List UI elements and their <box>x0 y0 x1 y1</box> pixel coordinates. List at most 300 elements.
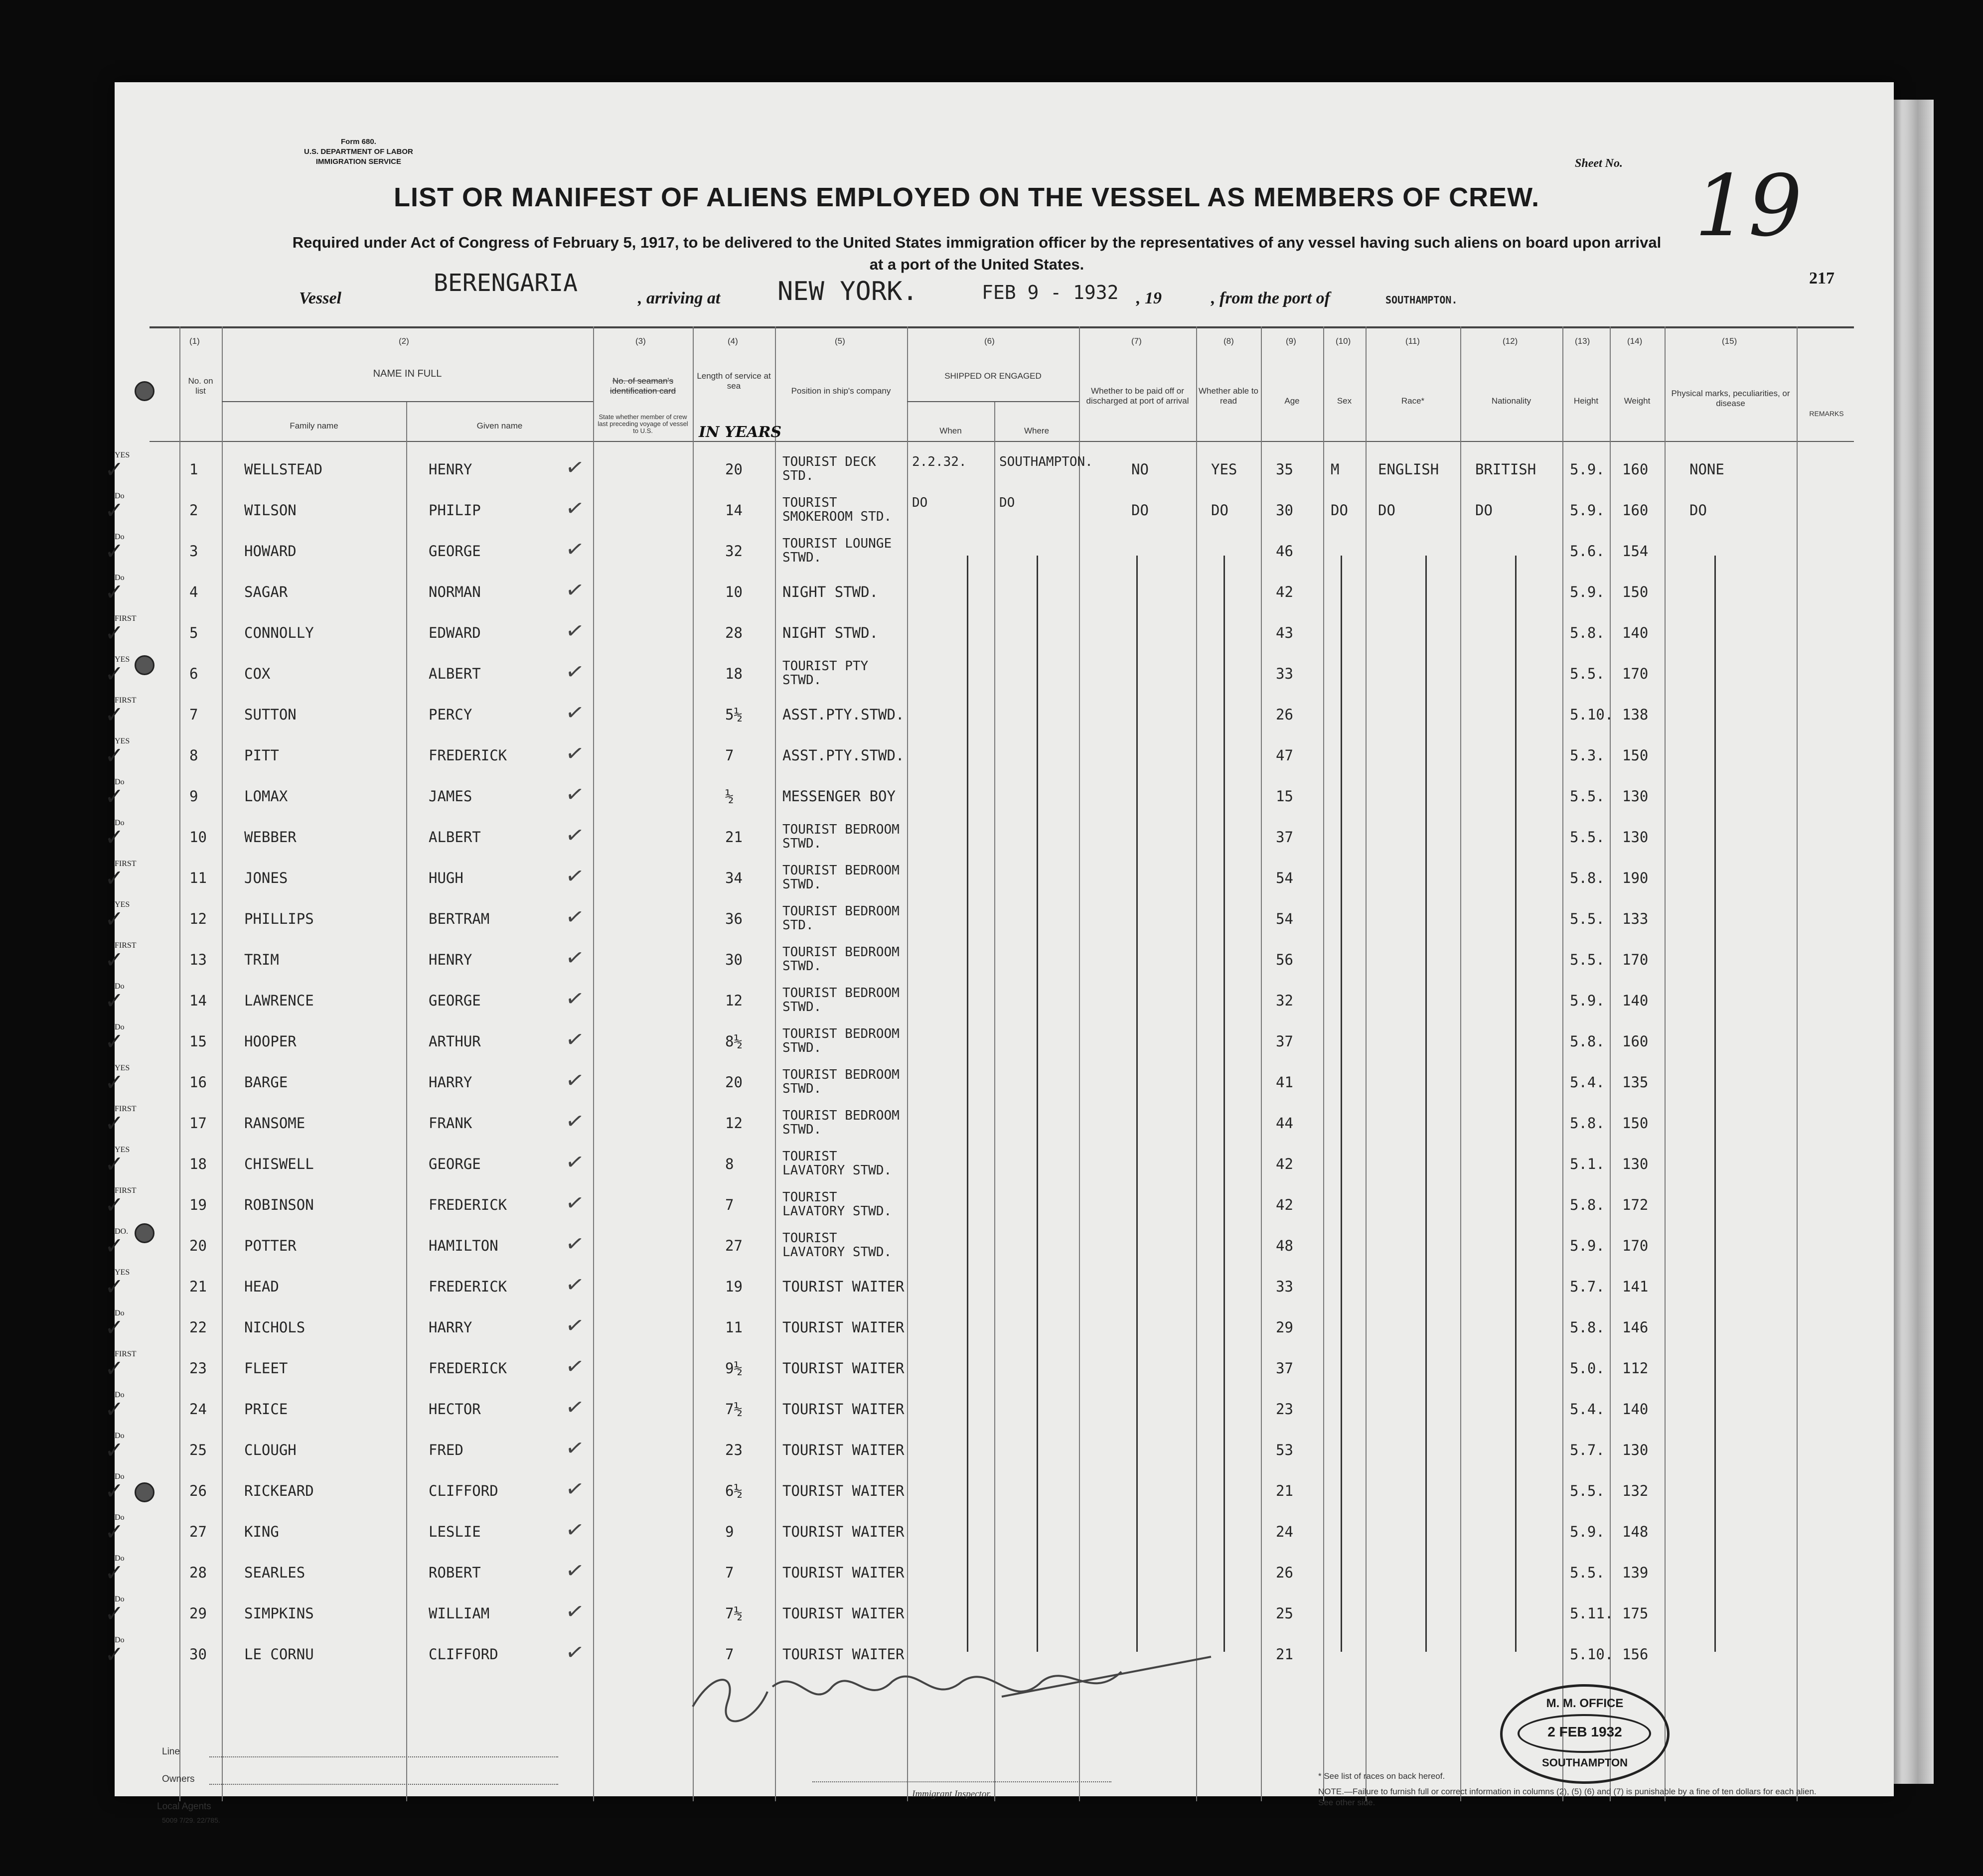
from-label: , from the port of <box>1211 289 1330 307</box>
cell-n: 25 <box>189 1442 207 1458</box>
cell-n: 24 <box>189 1401 207 1418</box>
cell-position: TOURIST BEDROOM STD. <box>782 904 900 933</box>
cell-years: 36 <box>725 910 743 927</box>
cell-card: Do <box>115 819 125 827</box>
footer-owners: Owners <box>162 1774 195 1784</box>
cell-card: Do <box>115 1513 125 1522</box>
cell-given: GEORGE <box>429 992 481 1009</box>
table-top-rule <box>150 326 1854 328</box>
col-number: (9) <box>1286 336 1296 346</box>
cell-n: 28 <box>189 1564 207 1581</box>
cell-height: 5.8. <box>1570 869 1605 886</box>
cell-nat: DO <box>1475 502 1493 519</box>
cell-n: 16 <box>189 1074 207 1091</box>
cell-height: 5.9. <box>1570 583 1605 600</box>
from-label-wrap <box>1211 289 1330 308</box>
cell-given: HENRY <box>429 951 472 968</box>
cell-race: ENGLISH <box>1378 461 1439 478</box>
department: U.S. DEPARTMENT OF LABOR <box>304 147 413 156</box>
cell-given: ARTHUR <box>429 1033 481 1050</box>
col-number: (14) <box>1627 336 1643 346</box>
stamp-bottom: SOUTHAMPTON <box>1542 1756 1628 1769</box>
cell-height: 5.3. <box>1570 747 1605 764</box>
cell-given: NORMAN <box>429 583 481 600</box>
table-row <box>105 1146 1894 1185</box>
table-row <box>105 1432 1894 1471</box>
cell-position: TOURIST WAITER <box>782 1319 905 1336</box>
col-number: (11) <box>1405 336 1420 346</box>
margin-check-mark: ✓ <box>105 498 124 523</box>
cell-weight: 172 <box>1622 1196 1649 1213</box>
cell-n: 14 <box>189 992 207 1009</box>
cell-family: TRIM <box>244 951 279 968</box>
cell-card: Do <box>115 778 125 786</box>
margin-check-mark: ✓ <box>105 1152 124 1177</box>
table-row <box>105 1472 1894 1512</box>
cell-given: HECTOR <box>429 1401 481 1418</box>
table-row <box>105 1105 1894 1145</box>
cell-n: 7 <box>189 706 198 723</box>
cell-position: ASST.PTY.STWD. <box>782 706 905 723</box>
cell-weight: 138 <box>1622 706 1649 723</box>
cell-height: 5.5. <box>1570 788 1605 805</box>
cell-years: 19 <box>725 1278 743 1295</box>
cell-height: 5.9. <box>1570 1523 1605 1540</box>
cell-card: YES <box>115 1064 130 1072</box>
check-mark: ✓ <box>564 1516 586 1544</box>
margin-check-mark: ✓ <box>105 1519 124 1545</box>
cell-position: TOURIST BEDROOM STWD. <box>782 1108 900 1137</box>
margin-check-mark: ✓ <box>105 702 124 727</box>
cell-height: 5.5. <box>1570 829 1605 846</box>
cell-family: SIMPKINS <box>244 1605 314 1622</box>
cell-card: FIRST <box>115 1350 137 1358</box>
cell-age: 42 <box>1276 583 1293 600</box>
cell-weight: 160 <box>1622 461 1649 478</box>
cell-where: SOUTHAMPTON. <box>999 454 1093 469</box>
cell-weight: 132 <box>1622 1482 1649 1499</box>
margin-check-mark: ✓ <box>105 620 124 646</box>
header-name-in-full: NAME IN FULL <box>373 368 442 379</box>
check-mark: ✓ <box>564 1189 586 1217</box>
cell-age: 23 <box>1276 1401 1293 1418</box>
check-mark: ✓ <box>564 903 586 931</box>
margin-check-mark: ✓ <box>105 784 124 809</box>
check-mark: ✓ <box>564 577 586 604</box>
cell-height: 5.4. <box>1570 1074 1605 1091</box>
cell-family: CONNOLLY <box>244 624 314 641</box>
cell-position: ASST.PTY.STWD. <box>782 747 905 764</box>
cell-years: 12 <box>725 1115 743 1132</box>
page-title: LIST OR MANIFEST OF ALIENS EMPLOYED ON THE VESSEL AS MEMBERS OF CREW. <box>394 182 1540 212</box>
margin-check-mark: ✓ <box>105 539 124 564</box>
header-paid-off: Whether to be paid off or discharged at port of arrival <box>1086 386 1189 406</box>
cell-family: JONES <box>244 869 288 886</box>
cell-card: FIRST <box>115 614 137 623</box>
margin-check-mark: ✓ <box>105 1642 124 1667</box>
cell-weight: 170 <box>1622 1237 1649 1254</box>
margin-check-mark: ✓ <box>105 1560 124 1586</box>
cell-given: ROBERT <box>429 1564 481 1581</box>
cell-family: KING <box>244 1523 279 1540</box>
cell-card: FIRST <box>115 860 137 868</box>
cell-family: WEBBER <box>244 829 297 846</box>
page-number: 217 <box>1809 269 1834 288</box>
check-mark: ✓ <box>564 536 586 563</box>
cell-age: 26 <box>1276 1564 1293 1581</box>
cell-weight: 146 <box>1622 1319 1649 1336</box>
cell-n: 17 <box>189 1115 207 1132</box>
cell-height: 5.7. <box>1570 1442 1605 1458</box>
cell-n: 20 <box>189 1237 207 1254</box>
cell-given: HARRY <box>429 1319 472 1336</box>
check-mark: ✓ <box>564 699 586 726</box>
cell-age: 48 <box>1276 1237 1293 1254</box>
cell-position: TOURIST LAVATORY STWD. <box>782 1149 892 1178</box>
cell-weight: 141 <box>1622 1278 1649 1295</box>
margin-check-mark: ✓ <box>105 457 124 482</box>
cell-height: 5.5. <box>1570 910 1605 927</box>
cell-family: LAWRENCE <box>244 992 314 1009</box>
table-row <box>105 1350 1894 1390</box>
cell-given: ALBERT <box>429 665 481 682</box>
cell-height: 5.8. <box>1570 1115 1605 1132</box>
margin-check-mark: ✓ <box>105 1111 124 1136</box>
table-row <box>105 860 1894 899</box>
col-number: (7) <box>1131 336 1142 346</box>
cell-n: 26 <box>189 1482 207 1499</box>
margin-check-mark: ✓ <box>105 1601 124 1626</box>
cell-age: 42 <box>1276 1155 1293 1172</box>
check-mark: ✓ <box>564 1394 586 1421</box>
cell-marks: DO <box>1689 502 1707 519</box>
arrival-date: FEB 9 - 1932 <box>982 282 1119 303</box>
cell-height: 5.10. <box>1570 706 1614 723</box>
footer-print-code: 5009 7/29. 22/785. <box>162 1816 220 1824</box>
footer-races-note: * See list of races on back hereof. <box>1318 1771 1445 1781</box>
table-row <box>105 941 1894 981</box>
col-number: (12) <box>1503 336 1518 346</box>
check-mark: ✓ <box>564 1026 586 1053</box>
cell-family: PHILLIPS <box>244 910 314 927</box>
stamp-date: 2 FEB 1932 <box>1547 1724 1622 1739</box>
cell-family: LOMAX <box>244 788 288 805</box>
margin-check-mark: ✓ <box>105 1192 124 1218</box>
cell-card: Do <box>115 1023 125 1031</box>
check-mark: ✓ <box>564 1271 586 1299</box>
cell-card: YES <box>115 737 130 745</box>
cell-position: TOURIST WAITER <box>782 1605 905 1622</box>
check-mark: ✓ <box>564 495 586 522</box>
margin-check-mark: ✓ <box>105 661 124 687</box>
cell-given: FREDERICK <box>429 1196 507 1213</box>
col-number: (10) <box>1336 336 1351 346</box>
cell-card: Do <box>115 574 125 582</box>
footer-line: Line <box>162 1746 180 1757</box>
cell-years: 21 <box>725 829 743 846</box>
cell-age: 15 <box>1276 788 1293 805</box>
check-mark: ✓ <box>564 1557 586 1585</box>
table-row <box>105 614 1894 654</box>
cell-paid: DO <box>1131 502 1149 519</box>
cell-position: TOURIST BEDROOM STWD. <box>782 986 900 1014</box>
cell-age: 42 <box>1276 1196 1293 1213</box>
ditto-stroke <box>1223 556 1225 1652</box>
cell-weight: 140 <box>1622 624 1649 641</box>
margin-check-mark: ✓ <box>105 1397 124 1422</box>
header-where: Where <box>1024 426 1050 435</box>
cell-age: 56 <box>1276 951 1293 968</box>
arriving-port: NEW YORK. <box>777 277 918 306</box>
cell-age: 43 <box>1276 624 1293 641</box>
cell-n: 8 <box>189 747 198 764</box>
cell-weight: 150 <box>1622 583 1649 600</box>
office-stamp <box>1500 1684 1670 1784</box>
cell-n: 11 <box>189 869 207 886</box>
cell-height: 5.4. <box>1570 1401 1605 1418</box>
header-physical: Physical marks, peculiarities, or disease <box>1671 389 1790 408</box>
cell-given: LESLIE <box>429 1523 481 1540</box>
cell-card: Do <box>115 1391 125 1399</box>
cell-weight: 130 <box>1622 829 1649 846</box>
check-mark: ✓ <box>564 985 586 1012</box>
cell-n: 27 <box>189 1523 207 1540</box>
header-nationality: Nationality <box>1491 396 1531 406</box>
cell-card: Do <box>115 1309 125 1317</box>
table-row <box>105 1186 1894 1226</box>
cell-family: RANSOME <box>244 1115 305 1132</box>
cell-n: 22 <box>189 1319 207 1336</box>
cell-given: HUGH <box>429 869 463 886</box>
check-mark: ✓ <box>564 1312 586 1339</box>
cell-when: DO <box>912 495 928 510</box>
header-family-name: Family name <box>290 421 338 431</box>
cell-age: 47 <box>1276 747 1293 764</box>
cell-height: 5.5. <box>1570 1564 1605 1581</box>
vessel-label: Vessel <box>299 289 341 307</box>
margin-check-mark: ✓ <box>105 1356 124 1381</box>
cell-family: COX <box>244 665 271 682</box>
header-height: Height <box>1573 396 1599 406</box>
cell-card: YES <box>115 900 130 909</box>
col-number: (5) <box>835 336 845 346</box>
cell-position: TOURIST PTY STWD. <box>782 659 869 688</box>
table-row <box>105 1268 1894 1308</box>
margin-check-mark: ✓ <box>105 1233 124 1259</box>
cell-years: 7 <box>725 747 734 764</box>
cell-height: 5.8. <box>1570 1319 1605 1336</box>
check-mark: ✓ <box>564 944 586 972</box>
margin-check-mark: ✓ <box>105 866 124 891</box>
cell-n: 18 <box>189 1155 207 1172</box>
vessel-line <box>299 289 341 308</box>
cell-position: TOURIST WAITER <box>782 1564 905 1581</box>
cell-years: 11 <box>725 1319 743 1336</box>
cell-given: BERTRAM <box>429 910 490 927</box>
cell-weight: 160 <box>1622 1033 1649 1050</box>
punch-hole <box>135 381 154 401</box>
cell-height: 5.11. <box>1570 1605 1614 1622</box>
cell-n: 15 <box>189 1033 207 1050</box>
cell-given: PHILIP <box>429 502 481 519</box>
margin-check-mark: ✓ <box>105 743 124 768</box>
header-position: Position in ship's company <box>791 386 891 396</box>
cell-position: TOURIST WAITER <box>782 1278 905 1295</box>
table-row <box>105 1513 1894 1553</box>
check-mark: ✓ <box>564 454 586 481</box>
col-number: (13) <box>1575 336 1590 346</box>
margin-check-mark: ✓ <box>105 1478 124 1504</box>
cell-family: SUTTON <box>244 706 297 723</box>
footer-owners-rule <box>209 1784 558 1785</box>
cell-nat: BRITISH <box>1475 461 1536 478</box>
check-mark: ✓ <box>564 863 586 890</box>
cell-years: 8 <box>725 1155 734 1172</box>
cell-family: HOWARD <box>244 543 297 560</box>
table-row <box>105 982 1894 1022</box>
header-race: Race* <box>1401 396 1425 406</box>
footer-line-rule <box>209 1756 558 1757</box>
cell-card: FIRST <box>115 1186 137 1195</box>
cell-position: TOURIST BEDROOM STWD. <box>782 863 900 892</box>
cell-height: 5.9. <box>1570 1237 1605 1254</box>
cell-given: FREDERICK <box>429 1278 507 1295</box>
check-mark: ✓ <box>564 1475 586 1503</box>
cell-family: LE CORNU <box>244 1646 314 1663</box>
cell-age: 32 <box>1276 992 1293 1009</box>
cell-card: YES <box>115 1268 130 1277</box>
cell-years: 8½ <box>725 1033 743 1050</box>
margin-check-mark: ✓ <box>105 579 124 605</box>
cell-family: CHISWELL <box>244 1155 314 1172</box>
form-number: Form 680. <box>341 138 376 146</box>
margin-check-mark: ✓ <box>105 1070 124 1095</box>
header-able-read: Whether able to read <box>1199 386 1259 406</box>
cell-marks: NONE <box>1689 461 1724 478</box>
table-row <box>105 696 1894 736</box>
cell-position: TOURIST WAITER <box>782 1482 905 1499</box>
cell-age: 37 <box>1276 1033 1293 1050</box>
cell-given: HAMILTON <box>429 1237 498 1254</box>
cell-given: WILLIAM <box>429 1605 490 1622</box>
header-no-on-list: No. on list <box>188 376 213 396</box>
cell-age: 41 <box>1276 1074 1293 1091</box>
cell-sex: M <box>1331 461 1340 478</box>
cell-n: 5 <box>189 624 198 641</box>
check-mark: ✓ <box>564 1230 586 1258</box>
cell-age: 24 <box>1276 1523 1293 1540</box>
cell-age: 46 <box>1276 543 1293 560</box>
name-subheader-rule <box>222 401 593 402</box>
cell-n: 1 <box>189 461 198 478</box>
cell-years: 34 <box>725 869 743 886</box>
table-row <box>105 900 1894 940</box>
table-row <box>105 1391 1894 1431</box>
cell-card: Do <box>115 1595 125 1603</box>
cell-given: PERCY <box>429 706 472 723</box>
cell-weight: 112 <box>1622 1360 1649 1377</box>
cell-card: Do <box>115 1472 125 1481</box>
cell-height: 5.6. <box>1570 543 1605 560</box>
table-row <box>105 574 1894 613</box>
cell-years: 7½ <box>725 1605 743 1622</box>
cell-height: 5.9. <box>1570 461 1605 478</box>
header-weight: Weight <box>1624 396 1651 406</box>
cell-family: NICHOLS <box>244 1319 305 1336</box>
header-length-handwritten: IN YEARS <box>699 424 782 441</box>
cell-years: 7 <box>725 1564 734 1581</box>
header-age: Age <box>1284 396 1300 406</box>
cell-n: 4 <box>189 583 198 600</box>
cell-family: POTTER <box>244 1237 297 1254</box>
cell-age: 54 <box>1276 869 1293 886</box>
margin-check-mark: ✓ <box>105 1029 124 1054</box>
ditto-stroke <box>1425 556 1427 1652</box>
cell-position: TOURIST LAVATORY STWD. <box>782 1231 892 1260</box>
table-row <box>105 1595 1894 1635</box>
cell-read: YES <box>1211 461 1237 478</box>
cell-weight: 130 <box>1622 1442 1649 1458</box>
check-mark: ✓ <box>564 1149 586 1176</box>
cell-years: 7 <box>725 1646 734 1663</box>
cell-card: Do <box>115 982 125 991</box>
cell-card: Do <box>115 492 125 500</box>
table-row <box>105 737 1894 777</box>
cell-years: 23 <box>725 1442 743 1458</box>
year-label: , 19 <box>1136 289 1162 307</box>
cell-given: CLIFFORD <box>429 1482 498 1499</box>
cell-years: 10 <box>725 583 743 600</box>
cell-n: 12 <box>189 910 207 927</box>
table-row <box>105 778 1894 818</box>
cell-years: 30 <box>725 951 743 968</box>
cell-n: 21 <box>189 1278 207 1295</box>
check-mark: ✓ <box>564 617 586 645</box>
header-given-name: Given name <box>476 421 523 431</box>
cell-given: HENRY <box>429 461 472 478</box>
cell-age: 21 <box>1276 1646 1293 1663</box>
cell-years: 27 <box>725 1237 743 1254</box>
cell-given: ALBERT <box>429 829 481 846</box>
cell-weight: 170 <box>1622 665 1649 682</box>
table-row <box>105 1554 1894 1594</box>
cell-age: 37 <box>1276 829 1293 846</box>
cell-years: 20 <box>725 1074 743 1091</box>
cell-height: 5.5. <box>1570 665 1605 682</box>
margin-check-mark: ✓ <box>105 947 124 973</box>
cell-position: TOURIST WAITER <box>782 1360 905 1377</box>
cell-position: TOURIST DECK STD. <box>782 454 876 483</box>
table-row <box>105 655 1894 695</box>
cell-family: ROBINSON <box>244 1196 314 1213</box>
header-bottom-rule <box>150 441 1854 442</box>
cell-height: 5.8. <box>1570 1196 1605 1213</box>
col-number: (1) <box>189 336 200 346</box>
shipped-subheader-rule <box>907 401 1079 402</box>
form-header <box>304 137 413 167</box>
cell-weight: 175 <box>1622 1605 1649 1622</box>
ditto-stroke <box>967 556 968 1652</box>
cell-position: TOURIST LOUNGE STWD. <box>782 536 892 565</box>
cell-age: 54 <box>1276 910 1293 927</box>
arriving-label: , arriving at <box>638 289 721 307</box>
cell-height: 5.7. <box>1570 1278 1605 1295</box>
col-number: (2) <box>399 336 409 346</box>
header-when: When <box>939 426 962 435</box>
check-mark: ✓ <box>564 1435 586 1462</box>
cell-weight: 160 <box>1622 502 1649 519</box>
cell-age: 33 <box>1276 665 1293 682</box>
